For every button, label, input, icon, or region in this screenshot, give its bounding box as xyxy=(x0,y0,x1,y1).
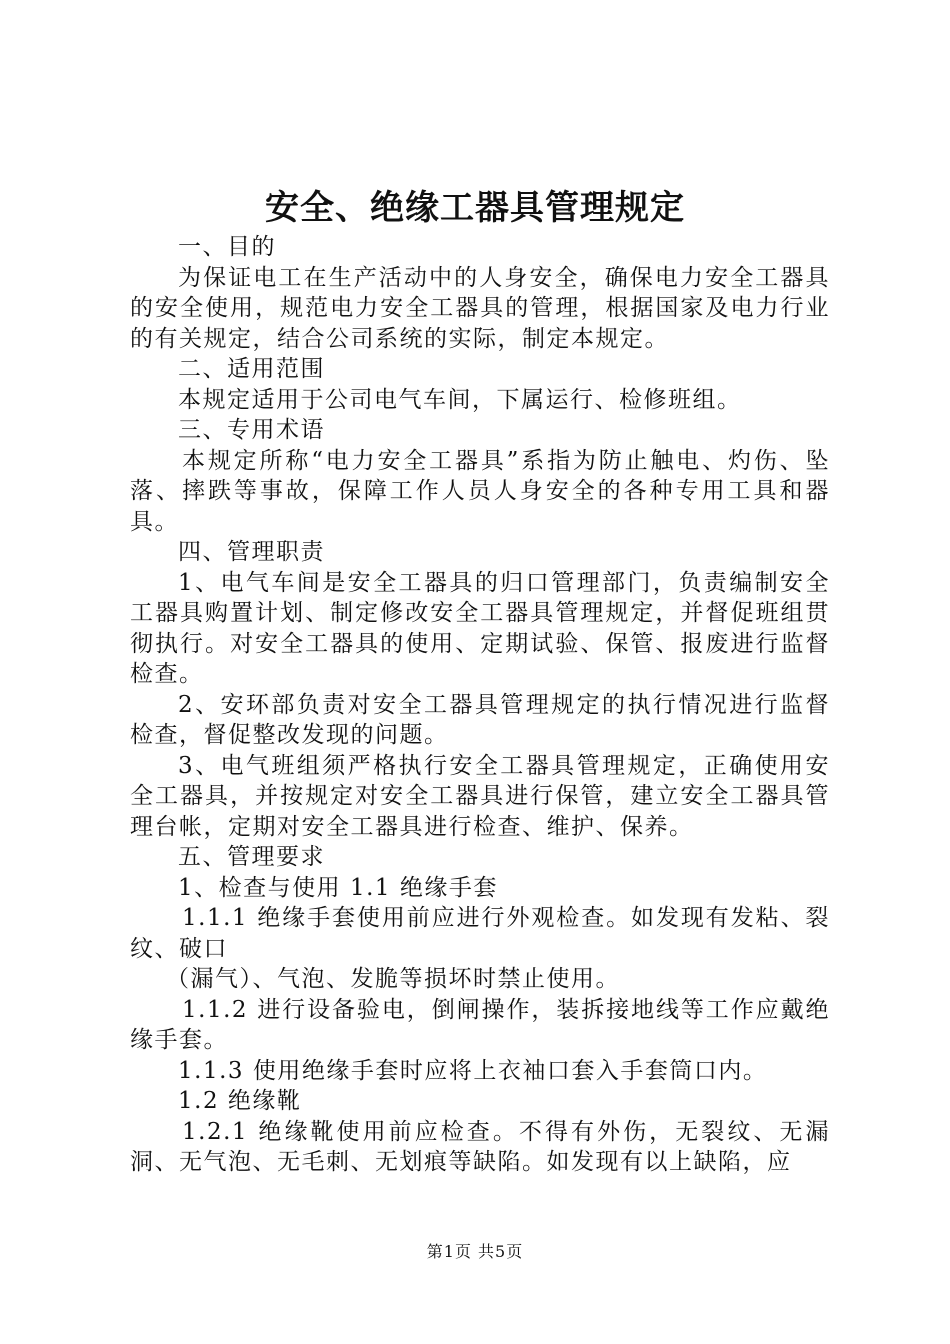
paragraph-req-1-2-1: 1.2.1 绝缘靴使用前应检查。不得有外伤，无裂纹、无漏洞、无气泡、无毛刺、无划痕等缺陷。如发现有以上缺陷，应 xyxy=(130,1118,830,1175)
paragraph-duty-1: 1、电气车间是安全工器具的归口管理部门，负责编制安全工器具购置计划、制定修改安全工器具管理规定，并督促班组贯彻执行。对安全工器具的使用、定期试验、保管、报废进行监督检查。 xyxy=(130,569,830,687)
paragraph-terms: 本规定所称“电力安全工器具”系指为防止触电、灼伤、坠落、摔跌等事故，保障工作人员人身安全的各种专用工具和器具。 xyxy=(130,447,830,535)
section-heading-purpose: 一、目的 xyxy=(178,234,276,260)
document-body xyxy=(130,232,830,1178)
paragraph-duty-2: 2、安环部负责对安全工器具管理规定的执行情况进行监督检查，督促整改发现的问题。 xyxy=(130,691,830,748)
section-heading-terms: 三、专用术语 xyxy=(178,417,325,443)
section-heading-duties: 四、管理职责 xyxy=(178,539,325,565)
paragraph-purpose: 为保证电工在生产活动中的人身安全，确保电力安全工器具的安全使用，规范电力安全工器具的管理，根据国家及电力行业的有关规定，结合公司系统的实际，制定本规定。 xyxy=(130,264,830,352)
paragraph-req-1-1-1: 1.1.1 绝缘手套使用前应进行外观检查。如发现有发粘、裂纹、破口 xyxy=(130,905,830,962)
section-heading-scope: 二、适用范围 xyxy=(178,356,325,382)
paragraph-req-1-1-2: 1.1.2 进行设备验电，倒闸操作，装拆接地线等工作应戴绝缘手套。 xyxy=(130,996,830,1053)
paragraph-req-1-2-heading: 1.2 绝缘靴 xyxy=(178,1088,302,1114)
document-title: 安全、绝缘工器具管理规定 xyxy=(265,188,685,228)
paragraph-duty-3: 3、电气班组须严格执行安全工器具管理规定，正确使用安全工器具，并按规定对安全工器具进行保管，建立安全工器具管理台帐，定期对安全工器具进行检查、维护、保养。 xyxy=(130,752,830,840)
paragraph-req-1-heading: 1、检查与使用 1.1 绝缘手套 xyxy=(178,874,498,901)
section-heading-requirements: 五、管理要求 xyxy=(178,844,325,870)
page-footer: 第1页 共5页 xyxy=(426,1242,524,1261)
paragraph-req-1-1-3: 1.1.3 使用绝缘手套时应将上衣袖口套入手套筒口内。 xyxy=(178,1057,768,1084)
paragraph-scope: 本规定适用于公司电气车间，下属运行、检修班组。 xyxy=(178,386,742,413)
paragraph-req-1-1-1-cont: （漏气）、气泡、发脆等损坏时禁止使用。 xyxy=(166,966,620,992)
